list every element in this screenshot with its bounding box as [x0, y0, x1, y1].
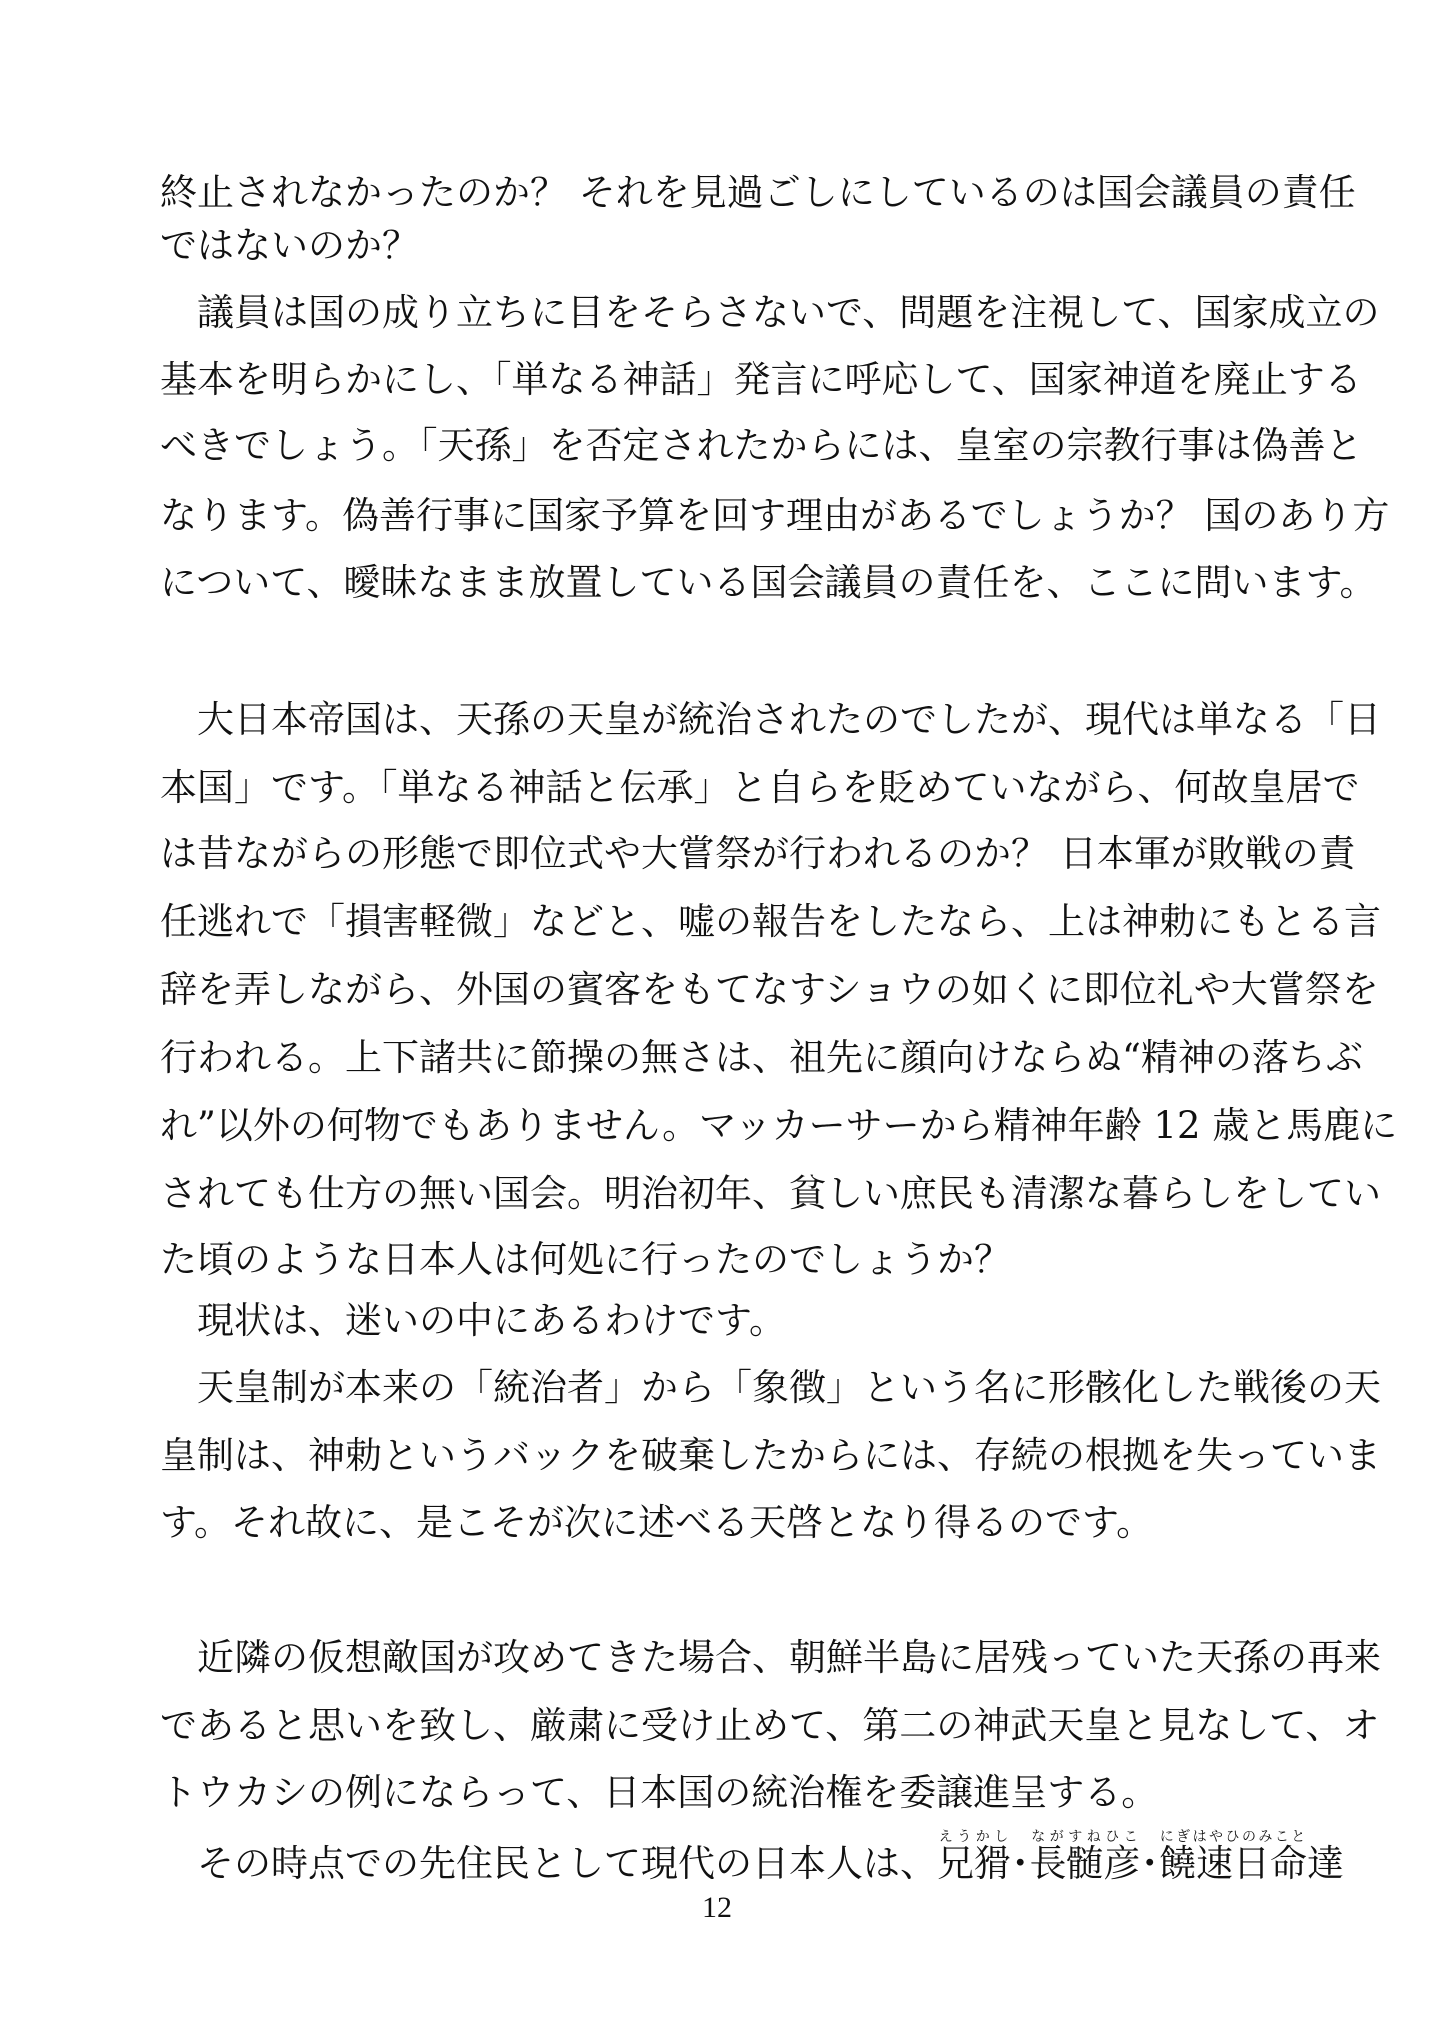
last-line-lead: その時点での先住民として現代の日本人は、: [160, 1842, 937, 1885]
ruby-name-nigihayahi: 饒速日命にぎはやひのみこと: [1159, 1829, 1307, 1885]
text-line: 皇制は、神勅というバックを破棄したからには、存続の根拠を失っていま: [160, 1434, 1381, 1477]
text-line: 近隣の仮想敵国が攻めてきた場合、朝鮮半島に居残っていた天孫の再来: [160, 1636, 1381, 1679]
text-line: なります。偽善行事に国家予算を回す理由があるでしょうか？ 国のあり方: [160, 494, 1390, 537]
text-line-with-ruby: [160, 1818, 1344, 1890]
text-line: 本国」です。「単なる神話と伝承」と自らを貶めていながら、何故皇居で: [160, 766, 1360, 809]
separator-dot: ･: [1140, 1842, 1159, 1885]
text-line: 天皇制が本来の「統治者」から「象徴」という名に形骸化した戦後の天: [160, 1366, 1381, 1409]
text-line: 基本を明らかにし、「単なる神話」発言に呼応して、国家神道を廃止する: [160, 358, 1362, 401]
text-line: れ”以外の何物でもありません。マッカーサーから精神年齢 12 歳と馬鹿に: [160, 1104, 1398, 1147]
text-line: について、曖昧なまま放置している国会議員の責任を、ここに問います。: [160, 561, 1377, 604]
text-line: 任逃れで「損害軽微」などと、嘘の報告をしたなら、上は神勅にもとる言: [160, 900, 1381, 943]
text-line: トウカシの例にならって、日本国の統治権を委譲進呈する。: [160, 1771, 1159, 1814]
text-line: べきでしょう。「天孫」を否定されたからには、皇室の宗教行事は偽善と: [160, 424, 1363, 467]
text-line: 現状は、迷いの中にあるわけです。: [160, 1299, 787, 1342]
text-line: されても仕方の無い国会。明治初年、貧しい庶民も清潔な暮らしをしてい: [160, 1172, 1381, 1215]
text-line: た頃のような日本人は何処に行ったのでしょうか？: [160, 1238, 1011, 1281]
separator-dot: ･: [1011, 1842, 1030, 1885]
last-line-tail: 達: [1307, 1842, 1344, 1885]
text-line: 議員は国の成り立ちに目をそらさないで、問題を注視して、国家成立の: [160, 291, 1380, 334]
text-line: であると思いを致し、厳粛に受け止めて、第二の神武天皇と見なして、オ: [160, 1704, 1380, 1747]
text-line: す。それ故に、是こそが次に述べる天啓となり得るのです。: [160, 1501, 1154, 1544]
text-line: 終止されなかったのか？ それを見過ごしにしているのは国会議員の責任: [160, 171, 1356, 214]
text-line: は昔ながらの形態で即位式や大嘗祭が行われるのか？ 日本軍が敗戦の責: [160, 832, 1356, 875]
text-line: 大日本帝国は、天孫の天皇が統治されたのでしたが、現代は単なる「日: [160, 698, 1381, 741]
text-line: ではないのか？: [160, 224, 419, 267]
page-number: 12: [702, 1891, 732, 1924]
text-line: 行われる。上下諸共に節操の無さは、祖先に顔向けならぬ“精神の落ちぶ: [160, 1036, 1363, 1079]
ruby-name-ukashi: 兄猾えうかし: [937, 1829, 1011, 1885]
text-line: 辞を弄しながら、外国の賓客をもてなすショウの如くに即位礼や大嘗祭を: [160, 968, 1379, 1011]
ruby-name-nagasunehiko: 長髄彦ながすねひこ: [1029, 1829, 1141, 1885]
